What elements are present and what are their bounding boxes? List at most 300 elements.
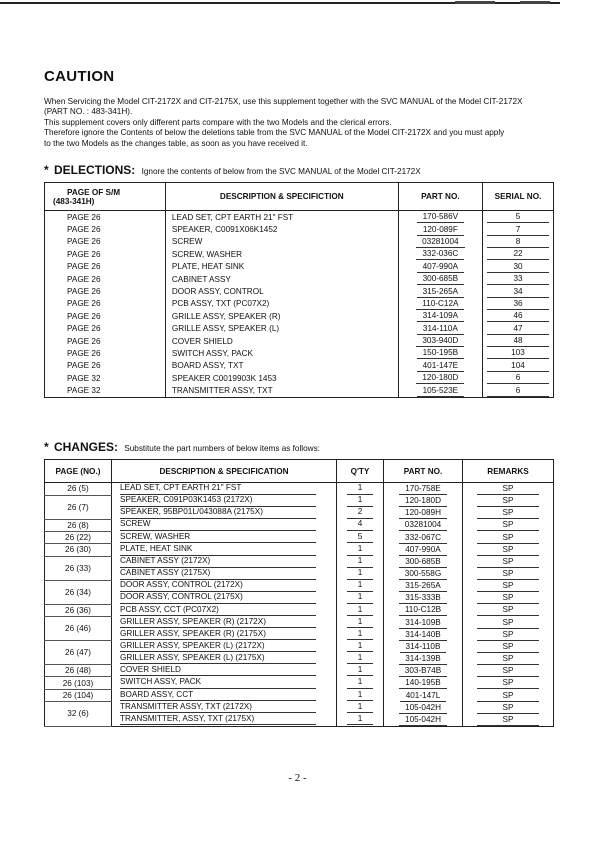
part-no-value: 120-180D [416,372,464,384]
part-no-cell [398,360,482,372]
header-page-no: PAGE (NO.) [45,460,112,483]
serial-no-value: 22 [487,248,549,260]
qty-cell [337,495,384,507]
remarks-cell [463,689,554,701]
qty-cell [337,580,384,592]
qty-cell [337,677,384,689]
description-value: CABINET ASSY (2172X) [120,556,316,567]
page-cell: PAGE 26 [45,360,166,372]
table-row [45,556,554,568]
page-cell: 26 (30) [45,544,112,556]
qty-cell [337,653,384,665]
description-cell [112,677,337,689]
part-no-cell [384,592,463,604]
qty-value: 1 [347,653,373,664]
description-value: LEAD SET, CPT EARTH 21" FST [120,483,316,494]
serial-no-cell [483,310,554,322]
remarks-value: SP [477,580,539,592]
description-cell: SPEAKER, C0091X06K1452 [165,223,398,235]
table-row [45,384,554,397]
qty-value: 4 [347,519,373,530]
qty-cell [337,665,384,677]
description-cell [112,544,337,556]
description-value: SPEAKER, 95BP01L/043088A (2175X) [120,507,316,518]
qty-value: 1 [347,690,373,701]
remarks-cell [463,592,554,604]
page-cell: PAGE 26 [45,261,166,273]
table-row [45,372,554,384]
part-no-cell [384,689,463,701]
intro-line: This supplement covers only different parts compare with the two Models and the clerical errors. [44,117,392,127]
description-cell [112,568,337,580]
description-cell [112,507,337,519]
remarks-cell [463,629,554,641]
qty-cell [337,702,384,714]
part-no-value: 170-758E [399,483,447,495]
table-row [45,248,554,260]
intro-line: (PART NO. : 483-341H). [44,107,133,117]
table-row [45,617,554,629]
serial-no-value: 30 [487,261,549,273]
description-value: GRILLER ASSY, SPEAKER (L) (2172X) [120,641,316,652]
remarks-value: SP [477,604,539,616]
description-cell: CABINET ASSY [165,273,398,285]
description-cell [112,653,337,665]
description-cell: GRILLE ASSY, SPEAKER (L) [165,323,398,335]
page-cell: PAGE 26 [45,223,166,235]
remarks-cell [463,714,554,727]
qty-cell [337,519,384,531]
table-row [45,495,554,507]
table-row [45,714,554,727]
header-label: (483-341H) [53,196,95,206]
qty-cell [337,714,384,727]
remarks-value: SP [477,592,539,604]
qty-cell [337,641,384,653]
serial-no-value: 7 [487,224,549,236]
description-cell: COVER SHIELD [165,335,398,347]
qty-value: 1 [347,714,373,725]
remarks-cell [463,568,554,580]
changes-subtitle: Substitute the part numbers of below items as follows: [124,444,320,453]
remarks-value: SP [477,519,539,531]
description-cell: SCREW, WASHER [165,248,398,260]
page-cell: 26 (34) [45,580,112,604]
description-cell: PLATE, HEAT SINK [165,261,398,273]
table-row [45,335,554,347]
qty-value: 1 [347,677,373,688]
remarks-value: SP [477,653,539,665]
qty-cell [337,568,384,580]
table-row [45,568,554,580]
table-row [45,236,554,248]
part-no-value: 140-195B [399,677,447,689]
qty-value: 1 [347,629,373,640]
part-no-cell [384,604,463,616]
changes-heading: CHANGES: [53,440,118,454]
part-no-cell [384,641,463,653]
deletions-table [44,182,554,398]
part-no-cell [398,223,482,235]
part-no-cell [398,285,482,297]
table-row [45,665,554,677]
part-no-value: 314-110A [417,323,464,335]
serial-no-cell [483,248,554,260]
serial-no-value: 34 [487,286,549,298]
serial-no-value: 6 [487,385,549,397]
qty-value: 1 [347,665,373,676]
part-no-cell [398,236,482,248]
part-no-cell [384,677,463,689]
intro-line: Therefore ignore the Contents of below the deletions table from the SVC MANUAL of the Model CIT-2172X and you must apply [44,128,505,138]
asterisk-bullet: * [44,440,49,454]
table-row [45,677,554,689]
table-row [45,531,554,543]
qty-value: 1 [347,556,373,567]
remarks-cell [463,531,554,543]
qty-value: 1 [347,544,373,555]
qty-cell [337,556,384,568]
header-remarks: REMARKS [463,460,554,483]
page-cell: 26 (48) [45,665,112,677]
description-cell [112,483,337,496]
table-row [45,653,554,665]
description-cell: PCB ASSY, TXT (PC07X2) [165,298,398,310]
remarks-value: SP [477,568,539,580]
deletions-body [45,211,554,398]
serial-no-cell [483,273,554,285]
page-cell: 26 (46) [45,617,112,641]
table-row [45,310,554,322]
remarks-value: SP [477,483,539,495]
part-no-value: 315-265A [417,286,465,298]
serial-no-value: 5 [487,211,549,223]
remarks-value: SP [477,532,539,544]
description-value: CABINET ASSY (2175X) [120,568,316,579]
part-no-value: 401-147L [400,690,447,702]
serial-no-value: 46 [487,310,549,322]
table-row [45,629,554,641]
qty-value: 1 [347,495,373,506]
part-no-value: 120-089H [399,507,447,519]
description-value: COVER SHIELD [120,665,316,676]
qty-cell [337,483,384,496]
description-cell [112,531,337,543]
page-cell: PAGE 26 [45,273,166,285]
part-no-value: 110-C12B [399,604,447,616]
page-cell: 32 (6) [45,702,112,727]
table-row [45,702,554,714]
qty-cell [337,617,384,629]
table-row [45,604,554,616]
part-no-value: 332-036C [416,248,464,260]
part-no-cell [384,531,463,543]
part-no-value: 170-586V [417,211,465,223]
table-row [45,285,554,297]
part-no-value: 315-333B [399,592,447,604]
part-no-cell [384,617,463,629]
description-cell [112,665,337,677]
description-value: BOARD ASSY, CCT [120,690,316,701]
table-row [45,544,554,556]
qty-cell [337,689,384,701]
intro-line: to the two Models as the changes table, as soon as you have received it. [44,138,308,148]
serial-no-cell [483,335,554,347]
description-value: GRILLER ASSY, SPEAKER (L) (2175X) [120,653,316,664]
description-value: TRANSMITTER ASSY, TXT (2172X) [120,702,316,713]
changes-table [44,459,554,727]
serial-no-value: 47 [487,323,549,335]
qty-value: 1 [347,483,373,494]
table-row [45,592,554,604]
top-edge-scan-line [0,0,595,8]
table-row [45,323,554,335]
description-cell [112,519,337,531]
remarks-cell [463,677,554,689]
part-no-cell [398,372,482,384]
part-no-value: 303-B74B [399,665,447,677]
changes-body [45,483,554,727]
description-value: PLATE, HEAT SINK [120,544,316,555]
table-row [45,689,554,701]
description-value: GRILLER ASSY, SPEAKER (R) (2175X) [120,629,316,640]
remarks-cell [463,641,554,653]
description-cell [112,495,337,507]
part-no-cell [384,495,463,507]
deletions-header-row [45,183,554,211]
description-cell [112,629,337,641]
part-no-value: 300-685B [417,273,465,285]
serial-no-cell [483,298,554,310]
part-no-cell [398,261,482,273]
part-no-value: 150-195B [417,347,465,359]
serial-no-cell [483,285,554,297]
remarks-value: SP [477,702,539,714]
part-no-value: 314-109B [399,617,447,629]
qty-cell [337,592,384,604]
part-no-value: 407-990A [417,261,465,273]
part-no-cell [398,310,482,322]
part-no-cell [384,580,463,592]
qty-value: 2 [347,507,373,518]
serial-no-value: 36 [487,298,549,310]
part-no-cell [384,519,463,531]
part-no-value: 120-089F [417,224,464,236]
page-cell: PAGE 26 [45,285,166,297]
serial-no-cell [483,261,554,273]
serial-no-cell [483,347,554,359]
part-no-value: 314-109A [417,310,465,322]
deletions-heading: DELECTIONS: [53,163,136,177]
description-cell [112,641,337,653]
qty-value: 1 [347,617,373,628]
page-number: - 2 - [288,772,307,784]
remarks-value: SP [477,617,539,629]
description-value: PCB ASSY, CCT (PC07X2) [120,605,316,616]
page-cell: PAGE 32 [45,384,166,397]
part-no-cell [384,665,463,677]
page-cell: 26 (103) [45,677,112,689]
serial-no-value: 48 [487,335,549,347]
part-no-value: 03281004 [416,236,464,248]
qty-value: 1 [347,605,373,616]
qty-value: 1 [347,580,373,591]
part-no-value: 407-990A [399,544,447,556]
remarks-cell [463,653,554,665]
part-no-cell [398,211,482,224]
remarks-cell [463,495,554,507]
part-no-cell [384,556,463,568]
part-no-value: 105-042H [399,702,447,714]
remarks-value: SP [477,556,539,568]
description-cell: BOARD ASSY, TXT [165,360,398,372]
page-cell: PAGE 26 [45,248,166,260]
table-row [45,519,554,531]
page-cell: 26 (7) [45,495,112,519]
part-no-value: 105-042H [399,714,447,726]
remarks-value: SP [477,641,539,653]
description-cell: GRILLE ASSY, SPEAKER (R) [165,310,398,322]
header-description: DESCRIPTION & SPECIFICATION [112,460,337,483]
qty-value: 1 [347,702,373,713]
serial-no-value: 6 [487,372,549,384]
remarks-value: SP [477,690,539,702]
intro-paragraph [44,97,564,149]
qty-cell [337,507,384,519]
remarks-cell [463,702,554,714]
description-cell [112,714,337,727]
table-row [45,641,554,653]
part-no-value: 303-940D [416,335,464,347]
description-cell [112,702,337,714]
part-no-value: 110-C12A [416,298,464,310]
part-no-value: 300-685B [399,556,447,568]
part-no-cell [398,323,482,335]
remarks-cell [463,483,554,496]
part-no-cell [398,384,482,397]
description-cell: LEAD SET, CPT EARTH 21" FST [165,211,398,224]
remarks-value: SP [477,714,539,726]
deletions-subtitle: Ignore the contents of below from the SVC MANUAL of the Model CIT-2172X [141,167,421,176]
serial-no-cell [483,323,554,335]
serial-no-cell [483,384,554,397]
table-row [45,298,554,310]
header-label: PAGE OF S/M [67,187,121,197]
description-value: TRANSMITTER, ASSY, TXT (2175X) [120,714,316,725]
qty-cell [337,604,384,616]
serial-no-value: 8 [487,236,549,248]
page-cell: PAGE 32 [45,372,166,384]
description-cell [112,592,337,604]
remarks-value: SP [477,495,539,507]
remarks-value: SP [477,665,539,677]
changes-section-title [44,440,320,454]
page-cell: 26 (5) [45,483,112,496]
table-row [45,580,554,592]
header-serial-no: SERIAL NO. [483,183,554,211]
description-value: GRILLER ASSY, SPEAKER (R) (2172X) [120,617,316,628]
remarks-cell [463,665,554,677]
part-no-value: 315-265A [399,580,447,592]
description-cell: TRANSMITTER ASSY, TXT [165,384,398,397]
table-row [45,347,554,359]
serial-no-cell [483,372,554,384]
remarks-cell [463,604,554,616]
serial-no-cell [483,360,554,372]
part-no-cell [384,544,463,556]
page-cell: 26 (33) [45,556,112,580]
header-part-no: PART NO. [384,460,463,483]
remarks-cell [463,580,554,592]
part-no-cell [384,507,463,519]
description-value: SWITCH ASSY, PACK [120,677,316,688]
qty-cell [337,531,384,543]
part-no-value: 105-523E [417,385,465,397]
description-cell [112,580,337,592]
description-value: SCREW [120,519,316,530]
serial-no-cell [483,223,554,235]
remarks-value: SP [477,629,539,641]
table-row [45,360,554,372]
qty-value: 1 [347,592,373,603]
remarks-value: SP [477,677,539,689]
remarks-cell [463,544,554,556]
intro-line: When Servicing the Model CIT-2172X and CIT-2175X, use this supplement together with the SVC MANUAL of the Model CIT-2172X [44,97,523,106]
part-no-value: 03281004 [399,519,447,531]
page-cell: PAGE 26 [45,310,166,322]
table-row [45,507,554,519]
description-value: DOOR ASSY, CONTROL (2172X) [120,580,316,591]
part-no-value: 314-140B [399,629,447,641]
page-cell: PAGE 26 [45,211,166,224]
part-no-cell [384,629,463,641]
table-row [45,211,554,224]
serial-no-cell [483,211,554,224]
changes-header-row [45,460,554,483]
asterisk-bullet: * [44,163,49,177]
description-cell: DOOR ASSY, CONTROL [165,285,398,297]
part-no-cell [398,347,482,359]
page-cell: 26 (22) [45,531,112,543]
table-row [45,273,554,285]
page-cell: PAGE 26 [45,236,166,248]
remarks-value: SP [477,544,539,556]
description-cell [112,556,337,568]
page-cell: PAGE 26 [45,335,166,347]
serial-no-value: 104 [487,360,549,372]
part-no-value: 314-139B [399,653,447,665]
header-part-no: PART NO. [398,183,482,211]
qty-value: 5 [347,532,373,543]
description-cell: SCREW [165,236,398,248]
serial-no-value: 103 [487,347,549,359]
qty-value: 1 [347,568,373,579]
qty-cell [337,629,384,641]
table-row [45,261,554,273]
header-page-of-sm [45,183,166,211]
caution-title: CAUTION [44,68,115,85]
part-no-cell [398,248,482,260]
part-no-value: 300-558G [399,568,447,580]
remarks-value: SP [477,507,539,519]
description-cell: SPEAKER C0019903K 1453 [165,372,398,384]
description-cell: SWITCH ASSY, PACK [165,347,398,359]
description-value: DOOR ASSY, CONTROL (2175X) [120,592,316,603]
deletions-section-title [44,163,421,177]
part-no-cell [384,653,463,665]
page-cell: 26 (47) [45,641,112,665]
header-qty: Q'TY [337,460,384,483]
